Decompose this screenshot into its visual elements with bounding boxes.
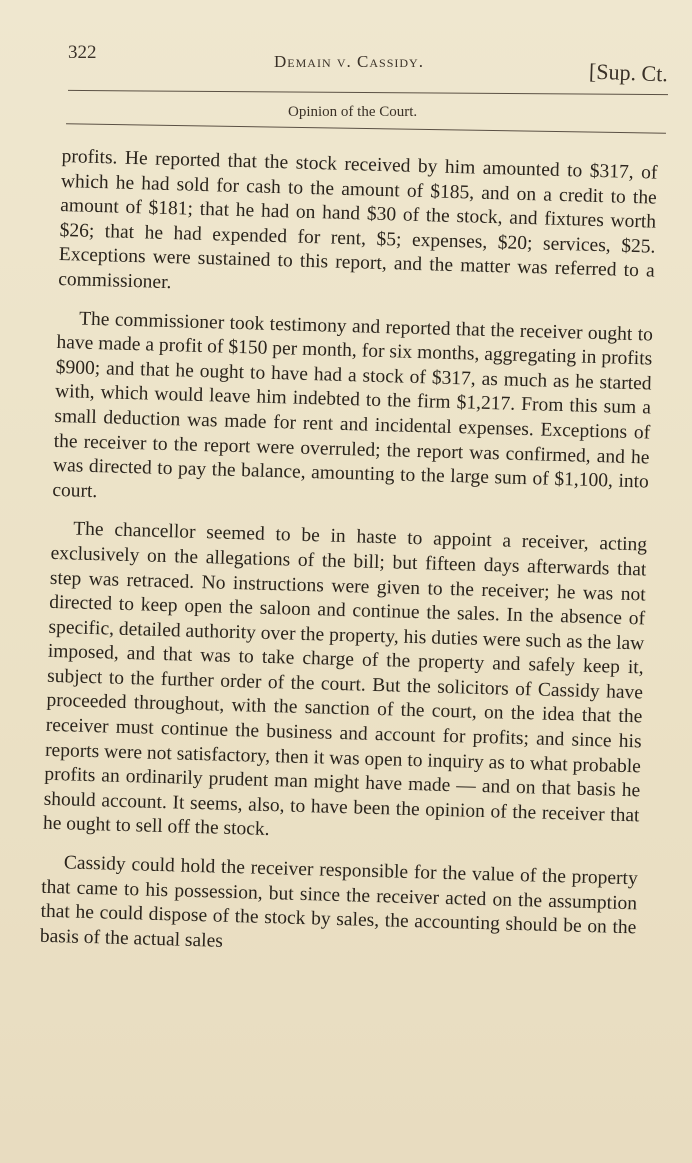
header-rule-bottom <box>66 123 666 133</box>
page-header <box>62 38 672 98</box>
paragraph: Cassidy could hold the receiver responsible for the value of the property that came to his possession, but since the receiver acted on the assumption that he could dispose of the stock by sales, the accounting should be on the basis of the actual sales <box>39 852 639 952</box>
paragraph: profits. He reported that the stock received by him amounted to $317, of which he had sold for cash to the amount of $185, and on a credit to the amount of $181; that he had on hand $30 of the stock, and fixtures worth $26; that he had expended for rent, $5; expenses, $20; services, $25. Exceptions were sustained to this report, and the matter was referred to a commissioner. <box>57 145 658 294</box>
paragraph: The commissioner took testimony and reported that the receiver ought to have made a profit of $150 per month, for six months, aggregating in profits $900; and that he ought to have had a stock of $317, as much as he started with, which would leave him indebted to the firm $1,217. From this sum a small deduction was made for rent and incidental expenses. Exceptions of the receiver to the report were overruled; the report was confirmed, and he was directed to pay the balance, amounting to the large sum of $1,100, into court. <box>52 308 654 502</box>
section-label: Opinion of the Court. <box>288 104 418 120</box>
body-text <box>39 145 658 980</box>
court-label: [Sup. Ct. <box>588 58 669 87</box>
paragraph: The chancellor seemed to be in haste to appoint a receiver, acting exclusively on the allegations of the bill; but fifteen days afterwards that step was retraced. No instructions were given to the receiver; he was not directed to keep open the saloon and continue the sales. In the absence of specific, detailed authority over the property, his duties were such as the law imposed, and that was to take charge of the property and safely keep it, subject to the further order of the court. But the solicitors of Cassidy have proceeded throughout, with the sanction of the court, on the idea that the receiver must continue the business and account for profits; and since his reports were not satisfactory, then it was open to inquiry as to what probable profits an ordinarily prudent man might have made — and on that basis he should account. It seems, also, to have been the opinion of the receiver that he ought to sell off the stock. <box>42 518 648 841</box>
running-title: Demain v. Cassidy. <box>274 52 424 71</box>
page-number: 322 <box>68 42 97 63</box>
